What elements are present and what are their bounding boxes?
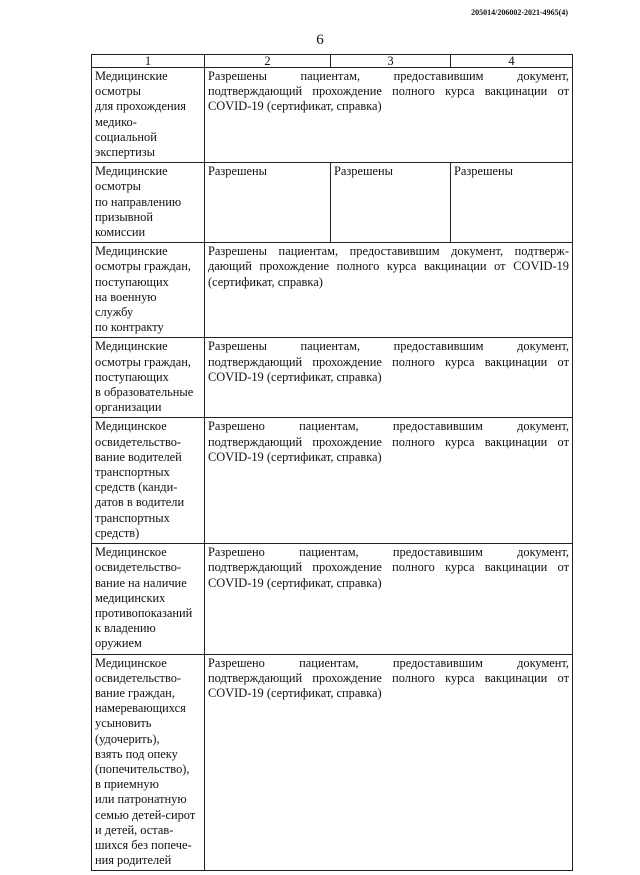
table-row (92, 654, 573, 871)
column-header: 4 (451, 55, 573, 68)
table-row (92, 544, 573, 654)
row-label: Медицинское освидетельство- вание водителей транспортных средств (канди- датов в водители транспортных средств) (92, 418, 205, 544)
row-text: Разрешены пациентам, предоставившим документ, подтверждающий прохождение полного курса вакцинации от COVID-19 (сертификат, справка) (205, 338, 573, 418)
row-cell-col3: Разрешены (331, 163, 451, 243)
column-header: 3 (331, 55, 451, 68)
row-cell-col2: Разрешены (205, 163, 331, 243)
row-text: Разрешено пациентам, предоставившим документ, подтверждающий прохождение полного курса вакцинации от COVID-19 (сертификат, справка) (205, 654, 573, 871)
row-text: Разрешено пациентам, предоставившим документ, подтверждающий прохождение полного курса вакцинации от COVID-19 (сертификат, справка) (205, 418, 573, 544)
column-header: 1 (92, 55, 205, 68)
table-row (92, 418, 573, 544)
row-cell-col4: Разрешены (451, 163, 573, 243)
row-text: Разрешено пациентам, предоставившим документ, подтверждающий прохождение полного курса вакцинации от COVID-19 (сертификат, справка) (205, 544, 573, 654)
table-row (92, 338, 573, 418)
row-label: Медицинское освидетельство- вание на наличие медицинских противопоказаний к владению оружием (92, 544, 205, 654)
row-label: Медицинское освидетельство- вание граждан, намеревающихся усыновить (удочерить), взять под опеку (попечительство), в приемную или патронатную семью детей-сирот и детей, остав- шихся без попече- ния родителей (92, 654, 205, 871)
table-row (92, 243, 573, 338)
page-number: 6 (316, 32, 324, 48)
row-label: Медицинские осмотры для прохождения медико- социальной экспертизы (92, 68, 205, 163)
column-header: 2 (205, 55, 331, 68)
row-text: Разрешены пациентам, предоставившим документ, подтверж-дающий прохождение полного курса вакцинации от COVID-19 (сертификат, справка) (205, 243, 573, 338)
row-label: Медицинские осмотры по направлению призывной комиссии (92, 163, 205, 243)
row-label: Медицинские осмотры граждан, поступающих в образовательные организации (92, 338, 205, 418)
table-header-row (92, 55, 573, 68)
table-row (92, 163, 573, 243)
table-row (92, 68, 573, 163)
row-label: Медицинские осмотры граждан, поступающих на военную службу по контракту (92, 243, 205, 338)
document-code: 205014/206002-2021-4965(4) (471, 8, 568, 17)
row-text: Разрешены пациентам, предоставившим документ, подтверждающий прохождение полного курса вакцинации от COVID-19 (сертификат, справка) (205, 68, 573, 163)
regulations-table (91, 54, 573, 871)
